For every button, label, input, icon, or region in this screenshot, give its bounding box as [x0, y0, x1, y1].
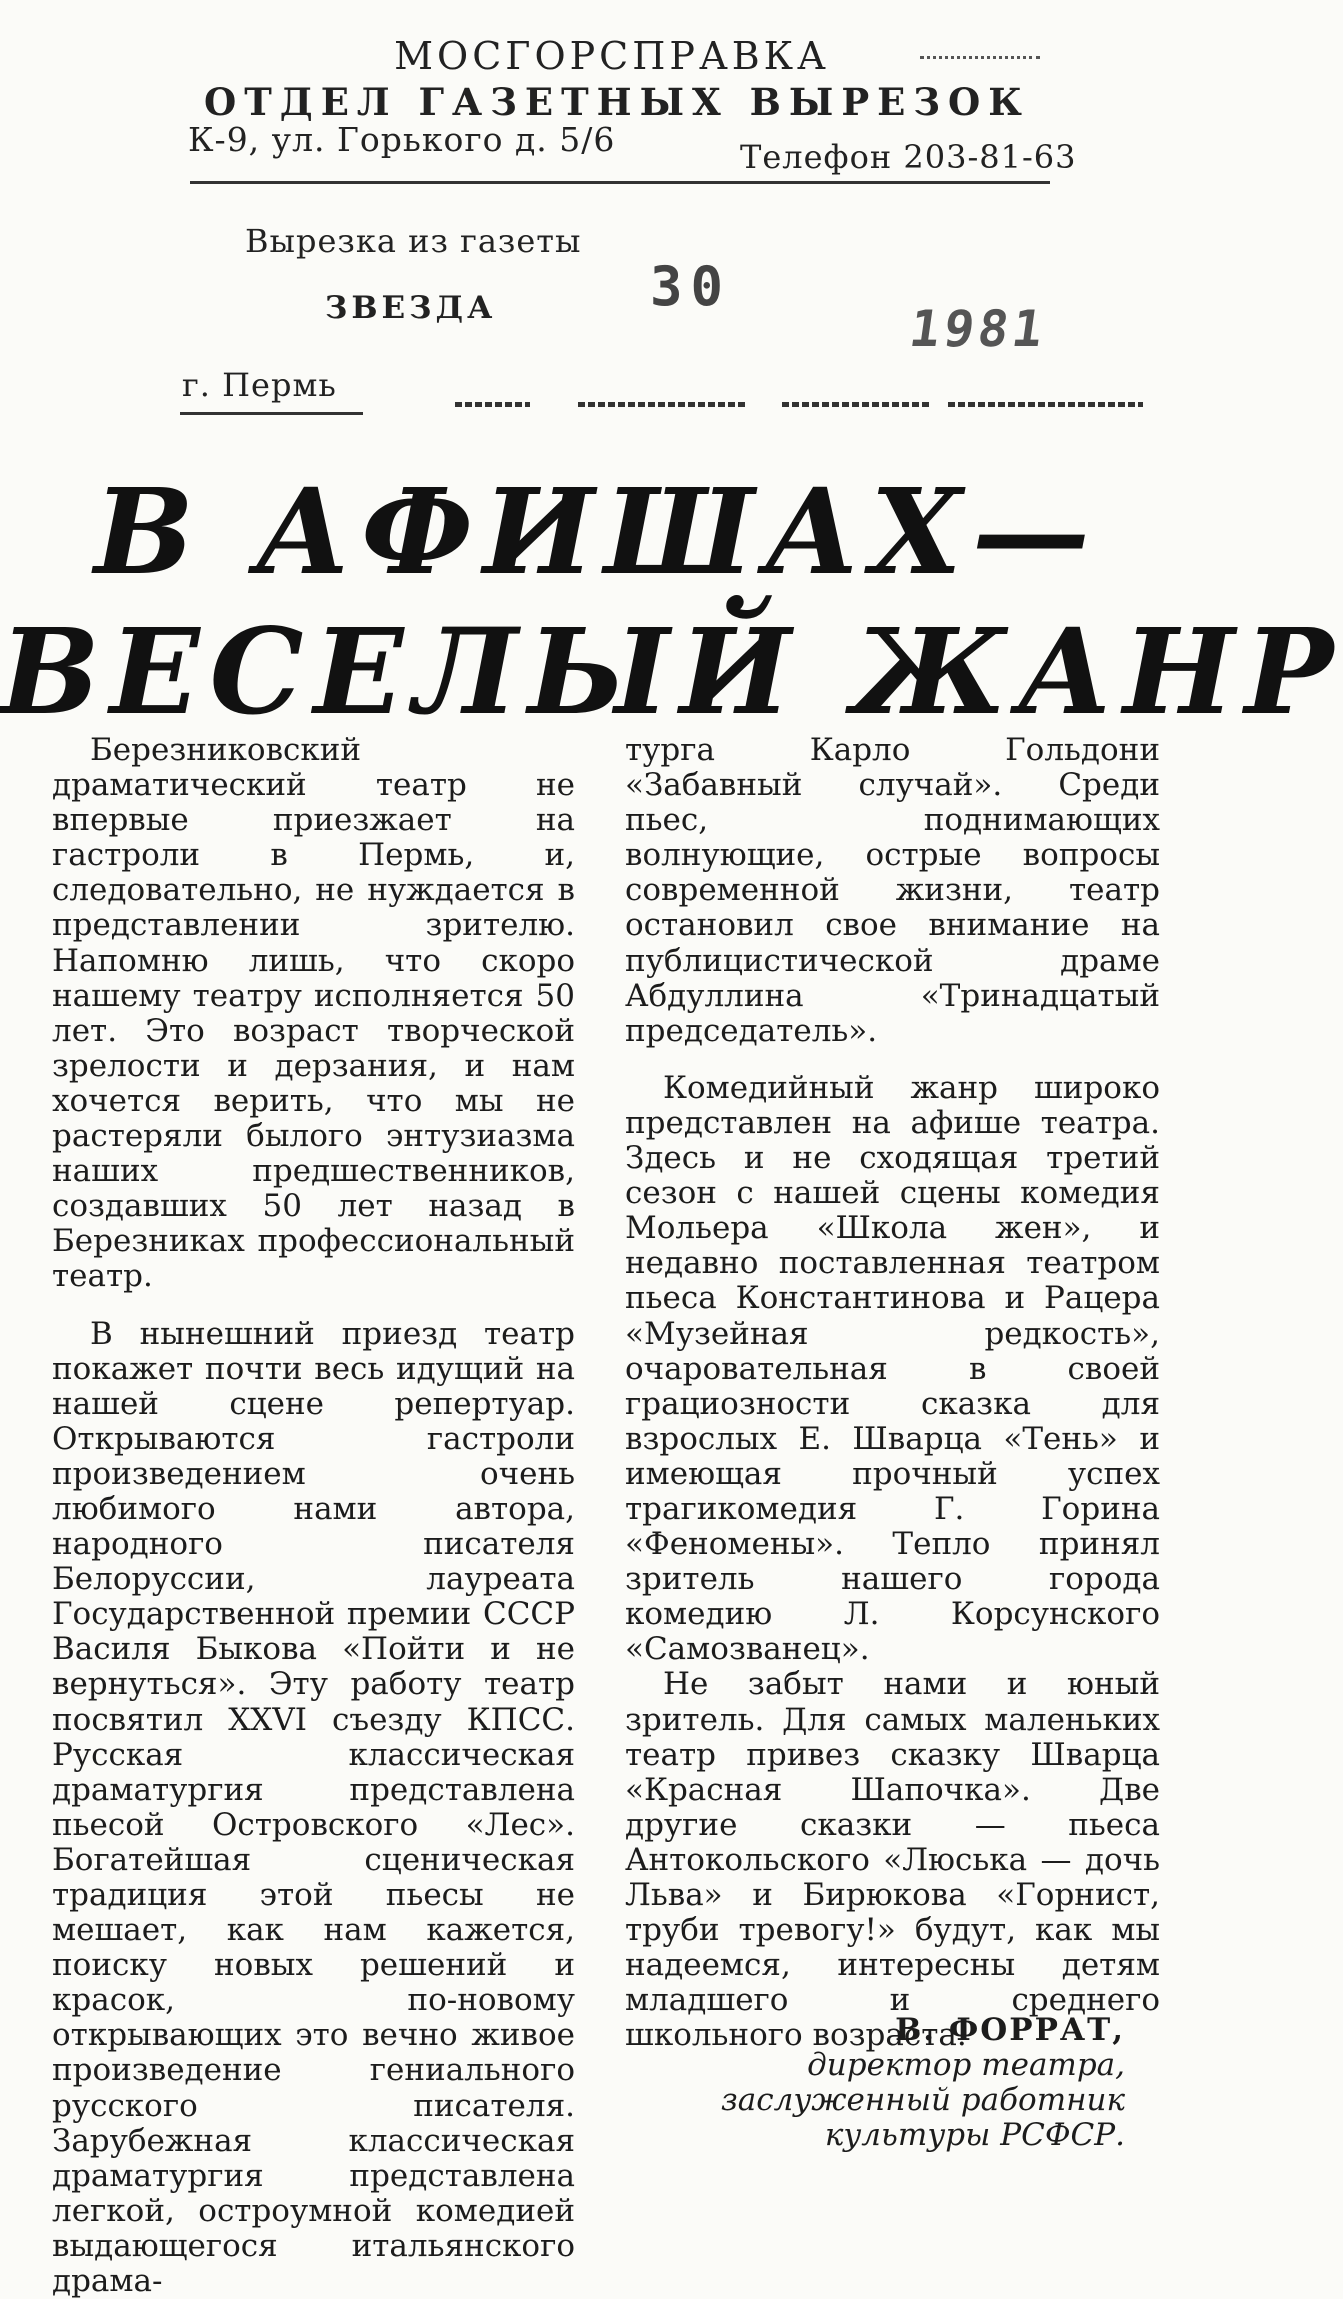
- date-day-stamp: 30: [650, 255, 731, 318]
- city-rule: [180, 412, 363, 415]
- paragraph: Не забыт нами и юный зритель. Для самых маленьких театр привез сказку Шварца «Красная Шапочка». Две другие сказки — пьеса Антокольского «Люська — дочь Льва» и Бирюкова «Горнист, труби тревогу!» будут, как мы надеемся, интересны детям младшего и среднего школьного возраста.: [625, 1667, 1160, 2053]
- paragraph: В нынешний приезд театр покажет почти весь идущий на нашей сцене репертуар. Открываются гастроли произведением очень любимого нами автора, народного писателя Белоруссии, лауреата Государственной премии СССР Василя Быкова «Пойти и не вернуться». Эту работу театр посвятил XXVI съезду КПСС. Русская классическая драматургия представлена пьесой Островского «Лес». Богатейшая сценическая традиция этой пьесы не мешает, как нам кажется, поиску новых решений и красок, по-новому открывающих это вечно живое произведение гениального русского писателя. Зарубежная классическая драматургия представлена легкой, остроумной комедией выдающегося итальянского драма-: [52, 1317, 575, 2299]
- paragraph: Комедийный жанр широко представлен на афише театра. Здесь и не сходящая третий сезон с нашей сцены комедия Мольера «Школа жен», и недавно поставленная театром пьеса Константинова и Рацера «Музейная редкость», очаровательная в своей грациозности сказка для взрослых Е. Шварца «Тень» и имеющая прочный успех трагикомедия Г. Горина «Феномены». Тепло принял зритель нашего города комедию Л. Корсунского «Самозванец».: [625, 1071, 1160, 1668]
- headline-line-1: В АФИШАХ—: [0, 462, 1194, 601]
- paragraph: турга Карло Гольдони «Забавный случай». Среди пьес, поднимающих волнующие, острые вопросы современной жизни, театр остановил свое внимание на публицистической драме Абдуллина «Тринадцатый председатель».: [625, 733, 1160, 1049]
- organization-name: МОСГОРСПРАВКА: [0, 34, 1194, 78]
- dashed-rule: [948, 402, 1143, 407]
- header-rule: [190, 181, 1050, 184]
- headline-line-2: ВЕСЕЛЫЙ ЖАНР: [0, 602, 1194, 741]
- city: г. Пермь: [182, 366, 337, 404]
- article-column-1: [52, 733, 575, 2299]
- dashed-rule: [455, 402, 530, 407]
- address: К-9, ул. Горького д. 5/6: [188, 120, 615, 159]
- dashed-rule: [578, 402, 748, 407]
- department-name: ОТДЕЛ ГАЗЕТНЫХ ВЫРЕЗОК: [0, 80, 1194, 124]
- dashed-rule: [782, 402, 932, 407]
- paragraph: Березниковский драматический театр не впервые приезжает на гастроли в Пермь, и, следовательно, не нуждается в представлении зрителю. Напомню лишь, что скоро нашему театру исполняется 50 лет. Это возраст творческой зрелости и дерзания, и нам хочется верить, что мы не растеряли былого энтузиазма наших предшественников, создавших 50 лет назад в Березниках профессиональный театр.: [52, 733, 575, 1295]
- phone: Телефон 203-81-63: [740, 138, 1077, 176]
- date-year-stamp: 1981: [906, 300, 1051, 358]
- signature: [625, 2013, 1125, 2153]
- cut-label: Вырезка из газеты: [245, 222, 581, 260]
- stamp-dots: [920, 56, 1040, 59]
- author-title-2: заслуженный работник: [625, 2083, 1125, 2118]
- newspaper-name: ЗВЕЗДА: [325, 290, 496, 326]
- author-title-1: директор театра,: [625, 2048, 1125, 2083]
- author-title-3: культуры РСФСР.: [625, 2118, 1125, 2153]
- author-name: В. ФОРРАТ,: [625, 2013, 1125, 2048]
- article-column-2: [625, 733, 1160, 2053]
